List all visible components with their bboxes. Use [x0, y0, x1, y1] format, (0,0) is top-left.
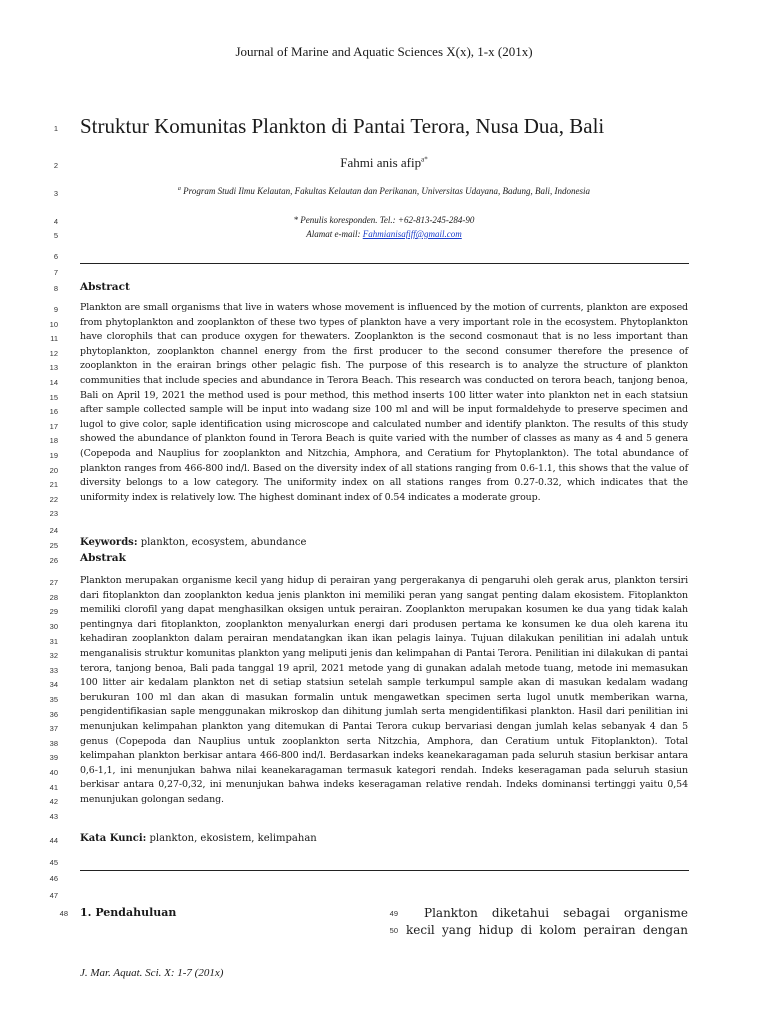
line-number: 35: [49, 695, 58, 704]
line-number: 21: [49, 480, 58, 489]
line-number: 24: [49, 526, 58, 535]
author-line: [0, 155, 768, 171]
line-number: 6: [53, 252, 58, 261]
line-number: 25: [49, 541, 58, 550]
line-number: 36: [49, 710, 58, 719]
kata-kunci: [80, 833, 317, 844]
introduction-text: [406, 905, 688, 939]
line-number: 23: [49, 509, 58, 518]
line-number: 47: [49, 891, 58, 900]
abstrak-heading: Abstrak: [80, 552, 126, 564]
line-number: 28: [49, 593, 58, 602]
line-number: 31: [49, 637, 58, 646]
line-number: 3: [53, 189, 58, 198]
line-number: 34: [49, 680, 58, 689]
line-number: 43: [49, 812, 58, 821]
line-number: 11: [50, 334, 58, 343]
line-number: 19: [49, 451, 58, 460]
line-number: 7: [53, 268, 58, 277]
line-number: 5: [53, 231, 58, 240]
line-number: 29: [49, 607, 58, 616]
email-line: [0, 229, 768, 239]
page-footer: J. Mar. Aquat. Sci. X: 1-7 (201x): [80, 967, 224, 979]
affiliation-text: Program Studi Ilmu Kelautan, Fakultas Kelautan dan Perikanan, Universitas Udayana, Badung, Bali, Indonesia: [183, 186, 591, 196]
bottom-divider: [80, 870, 689, 871]
kata-kunci-label: Kata Kunci:: [80, 833, 147, 844]
line-number: 45: [49, 858, 58, 867]
line-number: 20: [49, 466, 58, 475]
line-number: 12: [49, 349, 58, 358]
introduction-text-content: Plankton diketahui sebagai organisme kecil yang hidup di kolom perairan dengan: [406, 906, 688, 937]
email-link[interactable]: Fahmianisafiff@gmail.com: [362, 229, 462, 239]
line-number: 4: [53, 217, 58, 226]
line-number: 17: [49, 422, 58, 431]
line-number: 22: [49, 495, 58, 504]
line-number: 13: [49, 363, 58, 372]
line-number: 38: [49, 739, 58, 748]
line-number: 50: [389, 926, 398, 935]
author-marks: a*: [421, 155, 428, 164]
line-number: 48: [59, 909, 68, 918]
line-number: 8: [53, 284, 58, 293]
line-number: 49: [389, 909, 398, 918]
affiliation: [0, 186, 768, 196]
line-number: 46: [49, 874, 58, 883]
keywords-value: plankton, ecosystem, abundance: [140, 537, 307, 548]
correspondence: * Penulis koresponden. Tel.: +62-813-245-284-90: [293, 215, 475, 225]
line-number: 2: [53, 161, 58, 170]
line-number: 14: [49, 378, 58, 387]
abstrak-text: Plankton merupakan organisme kecil yang hidup di perairan yang pergerakanya di pengaruhi oleh gerak arus, plankton tersiri dari fitoplankton dan zooplankton kedua jenis plankton ini memiliki peran yang sangat penting dalam ekosistem. Fitoplankton memiliki clorofil yang dapat menghasilkan oksigen untuk perairan. Zooplankton merupakan kosumen ke dua yang tidak kalah pentingnya dari fitoplankton, zooplankton menyalurkan energi dari produsen pertama ke konsumen ke dua oleh karena itu kehadiran zooplankton dalam perairan mendatangkan ikan ikan pelagis lainya. Tujuan dilakukan penilitian ini adalah untuk menganalisis struktur komunitas plankton yang meliputi jenis dan kelimpahan di Pantai Terora. Penilitian ini dilakukan di pantai terora, tanjong benoa, Bali pada tanggal 19 april, 2021 metode yang di gunakan adalah metode tuang, metode ini memasukan 100 litter air kedalam plankton net di setiap statsiun setelah sample terkumpul sample akan di masukan kedalam wadang berukuran 100 ml dan akan di masukan formalin untuk mengawetkan specimen serta lugol unutk memberikan warna, pengidentifikasian saple menggunakan mikroskop dan dihitung jumlah serta mengidentifikasi plankton. Hasil dari penilitian ini menunjukan kelimpahan plankton yang ditemukan di Pantai Terora cukup bervariasi dengan jumlah kelas sebanyak 4 dan 5 genus (Copepoda dan Nauplius untuk zooplankton serta Nitzchia, Amphora, dan Ceratium untuk Fitoplankton). Total kelimpahan plankton berkisar antara 466-800 ind/l. Berdasarkan indeks keanekaragaman pada seluruh stasiun berkisar antara 0,6-1,1, ini menunjukan bahwa nilai keanekaragaman termasuk kategori rendah. Indeks keseragaman pada seluruh stasiun berkisar antara 0,27-0,32, ini menunjukan bahwa indeks keseragaman relative rendah. Indeks dominansi tertinggi yaitu 0,54 menunjukan golongan sedang.: [80, 575, 688, 805]
line-number: 1: [53, 124, 58, 133]
line-number: 39: [49, 753, 58, 762]
line-number: 40: [49, 768, 58, 777]
keywords-label: Keywords:: [80, 537, 138, 548]
line-number: 33: [49, 666, 58, 675]
line-number: 27: [49, 578, 58, 587]
line-number: 10: [49, 320, 58, 329]
top-divider: [80, 263, 689, 264]
abstract-heading: Abstract: [80, 281, 130, 293]
line-number: 18: [49, 436, 58, 445]
line-number: 26: [49, 556, 58, 565]
line-number: 30: [49, 622, 58, 631]
line-number: 9: [53, 305, 58, 314]
author-name: Fahmi anis afip: [340, 155, 422, 170]
line-number: 37: [49, 724, 58, 733]
line-number: 16: [49, 407, 58, 416]
paper-title: Struktur Komunitas Plankton di Pantai Terora, Nusa Dua, Bali: [80, 114, 605, 138]
line-number: 42: [49, 797, 58, 806]
keywords: [80, 537, 306, 548]
kata-kunci-value: plankton, ekosistem, kelimpahan: [149, 833, 317, 844]
abstract-text: Plankton are small organisms that live in waters whose movement is influenced by the motion of currents, plankton are exposed from phytoplankton and zooplankton of these two types of plankton have a very important role in the ecosystem. Phytoplankton have clorophils that can produce oxygen for thewaters. Zooplankton is the second cosmonaut that is no less important than phytoplankton, zooplankton channel energy from the first producer to the second consumer therefore the presence of zooplankton in the erairan brings other pelagic fish. The purpose of this research is to analyze the structure of plankton communities that include species and abundance in Terora Beach. This research was conducted on terora beach, tanjong benoa, Bali on April 19, 2021 the method used is pour method, this method inserts 100 litter water into plankton net in each statsiun after sample collected sample will be input into wadang size 100 ml and will be input formaldehyde to preserve specimen and lugol to give color, saple identification using microscope and calculated number and identify plankton. The results of this study showed the abundance of plankton found in Terora Beach is quite varied with the number of classes as many as 4 and 5 genera (Copepoda and Nauplius for zooplankton and Nitzchia, Amphora, and Ceratium for Phytoplankton). The total abundance of plankton ranges from 466-800 ind/l. Based on the diversity index of all stations ranging from 0.6-1.1, this shows that the value of diversity belongs to a low category. The uniformity index on all stations ranges from 0.27-0.32, which indicates that the uniformity index is relatively low. The highest dominant index of 0.54 indicates a moderate group.: [80, 302, 688, 503]
section-heading-introduction: 1. Pendahuluan: [80, 906, 177, 919]
line-number: 15: [49, 393, 58, 402]
email-label: Alamat e-mail:: [306, 229, 361, 239]
affiliation-mark: a: [177, 186, 181, 192]
line-number: 41: [49, 783, 58, 792]
journal-header: Journal of Marine and Aquatic Sciences X(x), 1-x (201x): [235, 44, 533, 59]
line-number: 44: [49, 836, 58, 845]
line-number: 32: [49, 651, 58, 660]
